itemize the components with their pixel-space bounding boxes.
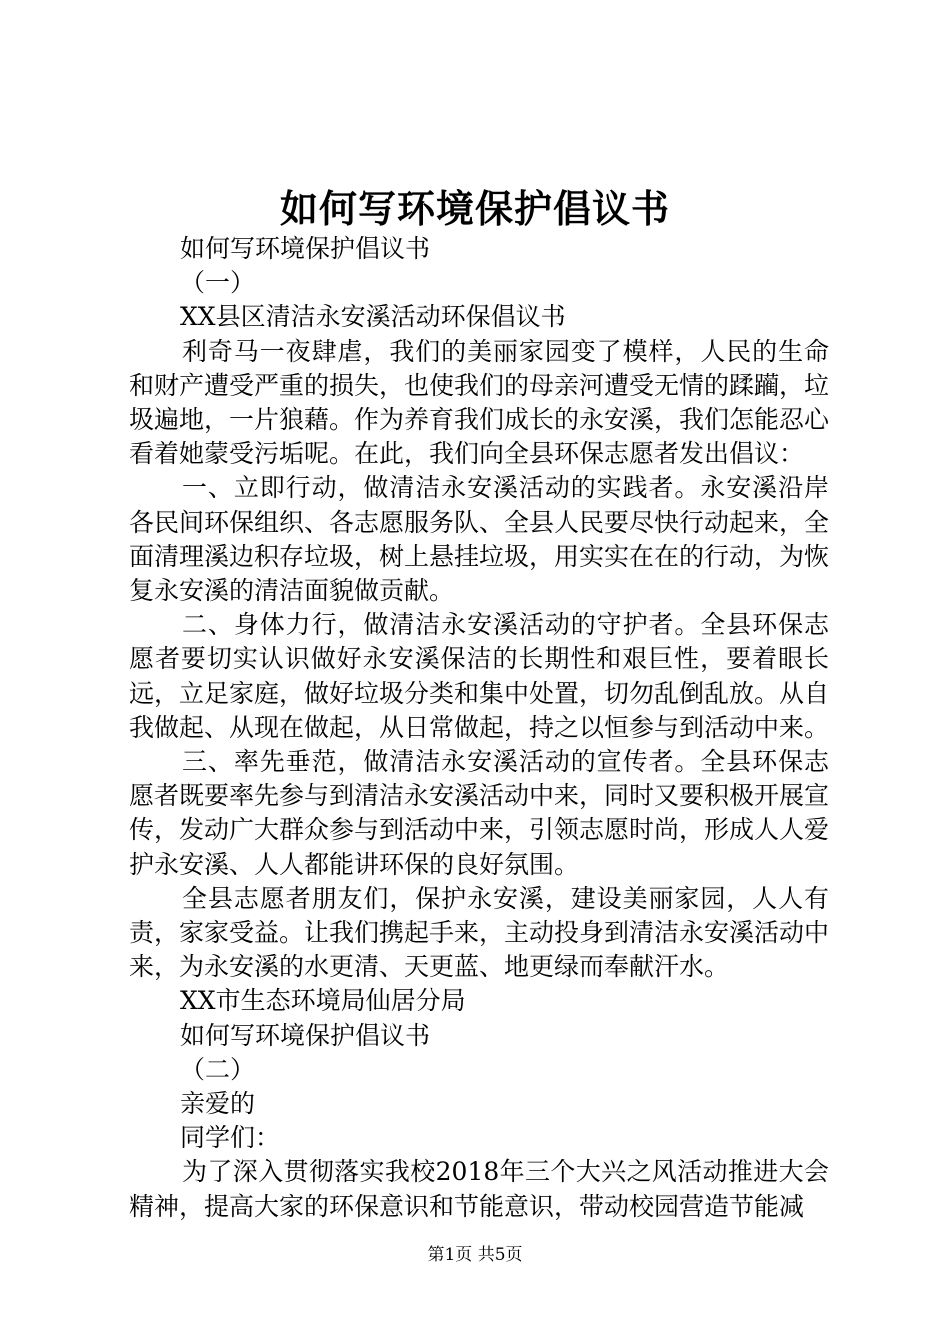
paragraph-heading-2: 如何写环境保护倡议书 xyxy=(180,1020,431,1050)
document-title: 如何写环境保护倡议书 xyxy=(279,186,670,231)
paragraph-heading-1: 如何写环境保护倡议书 xyxy=(180,234,431,263)
page-footer: 第1页 共5页 xyxy=(427,1245,523,1265)
document-body xyxy=(129,232,829,1224)
paragraph-section-marker-2: （二） xyxy=(180,1054,256,1084)
paragraph-section-marker-1: （一） xyxy=(180,268,256,298)
paragraph-point-2: 二、身体力行，做清洁永安溪活动的守护者。全县环保志愿者要切实认识做好永安溪保洁的长期性和艰巨性，要着眼长远，立足家庭，做好垃圾分类和集中处置，切勿乱倒乱放。从自我做起、从现在做起，从日常做起，持之以恒参与到活动中来。 xyxy=(129,610,830,742)
paragraph-intro: 利奇马一夜肆虐，我们的美丽家园变了模样，人民的生命和财产遭受严重的损失，也使我们的母亲河遭受无情的蹂躏，垃圾遍地，一片狼藉。作为养育我们成长的永安溪，我们怎能忍心看着她蒙受污垢呢。在此，我们向全县环保志愿者发出倡议： xyxy=(129,336,830,469)
paragraph-signature: XX市生态环境局仙居分局 xyxy=(180,986,466,1016)
paragraph-point-1: 一、立即行动，做清洁永安溪活动的实践者。永安溪沿岸各民间环保组织、各志愿服务队、全县人民要尽快行动起来，全面清理溪边积存垃圾，树上悬挂垃圾，用实实在在的行动，为恢复永安溪的清洁面貌做贡献。 xyxy=(129,473,830,606)
paragraph-closing: 全县志愿者朋友们，保护永安溪，建设美丽家园，人人有责，家家受益。让我们携起手来，主动投身到清洁永安溪活动中来，为永安溪的水更清、天更蓝、地更绿而奉献汗水。 xyxy=(129,883,830,982)
paragraph-salutation-2: 同学们： xyxy=(180,1123,281,1153)
paragraph-body-2: 为了深入贯彻落实我校2018年三个大兴之风活动推进大会精神，提高大家的环保意识和节能意识，带动校园营造节能减 xyxy=(129,1157,829,1221)
paragraph-subtitle: XX县区清洁永安溪活动环保倡议书 xyxy=(180,302,566,332)
paragraph-salutation-1: 亲爱的 xyxy=(180,1089,256,1119)
paragraph-point-3: 三、率先垂范，做清洁永安溪活动的宣传者。全县环保志愿者既要率先参与到清洁永安溪活动中来，同时又要积极开展宣传，发动广大群众参与到活动中来，引领志愿时尚，形成人人爱护永安溪、人人都能讲环保的良好氛围。 xyxy=(129,747,830,879)
